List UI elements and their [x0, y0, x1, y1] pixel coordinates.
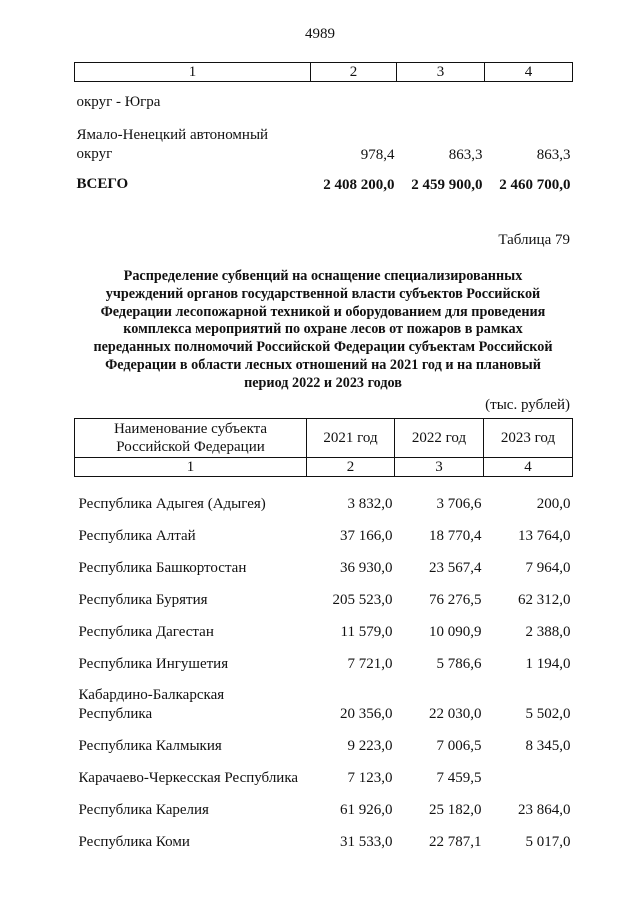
value-2023: 8 345,0 [525, 737, 571, 754]
region-name: округ - Югра [76, 93, 161, 110]
value-2023: 23 864,0 [518, 801, 571, 818]
total-label: ВСЕГО [76, 175, 129, 192]
table-row [75, 724, 573, 756]
value-2023: 5 502,0 [525, 705, 571, 722]
region-name [75, 756, 307, 788]
total-row [75, 164, 573, 194]
value-2022: 25 182,0 [429, 801, 482, 818]
table-row [75, 674, 573, 724]
value-2021: 61 926,0 [340, 801, 393, 818]
value-2022 [397, 82, 485, 112]
region-name [75, 578, 307, 610]
table-row [75, 514, 573, 546]
col-number-1: 1 [75, 63, 311, 82]
value-2022: 10 090,9 [429, 623, 482, 640]
title-line: комплекса мероприятий по охране лесов от пожаров в рамках [123, 321, 523, 338]
header-2021: 2021 год [307, 419, 395, 458]
units-label: (тыс. рублей) [485, 397, 570, 413]
region-name-line1: Ямало-Ненецкий автономный [76, 126, 269, 143]
header-row [75, 419, 573, 458]
value-2021 [311, 82, 397, 112]
region-name-line1: Республика Адыгея (Адыгея) [78, 495, 266, 512]
region-name-line1: Республика Дагестан [78, 623, 214, 640]
region-name [75, 820, 307, 852]
title-line: переданных полномочий Российской Федерации субъектам Российской [93, 339, 553, 356]
region-name [75, 514, 307, 546]
region-name [75, 112, 311, 164]
region-name-line1: Карачаево-Черкесская Республика [78, 769, 299, 786]
table-row [75, 477, 573, 514]
value-2022: 23 567,4 [429, 559, 482, 576]
total-2023: 2 460 700,0 [499, 176, 571, 193]
table-row [75, 756, 573, 788]
value-2021: 11 579,0 [340, 623, 393, 640]
region-name-line1: Республика Ингушетия [78, 655, 229, 672]
title-line: Распределение субвенций на оснащение специализированных [123, 268, 523, 284]
region-name-line1: Республика Коми [78, 833, 190, 850]
col-number-3: 3 [397, 63, 485, 82]
value-2023: 863,3 [536, 146, 571, 163]
region-name [75, 724, 307, 756]
value-2021: 205 523,0 [332, 591, 393, 608]
title-line: учреждений органов государственной власти субъектов Российской [105, 285, 541, 302]
table-row [75, 610, 573, 642]
title-line: Федерации в области лесных отношений на 2021 год и на плановый [105, 356, 541, 373]
page-number: 4989 [305, 26, 335, 42]
value-2021: 3 832,0 [347, 495, 393, 512]
region-name-line1: Республика Башкортостан [78, 559, 247, 576]
region-name [75, 788, 307, 820]
region-name [75, 546, 307, 578]
col-number-1: 1 [75, 458, 307, 477]
col-number-4: 4 [485, 63, 573, 82]
value-2021: 37 166,0 [340, 527, 393, 544]
table-title [74, 268, 572, 393]
value-2023 [485, 82, 573, 112]
col-number-3: 3 [395, 458, 484, 477]
value-2021: 9 223,0 [347, 737, 393, 754]
value-2023 [484, 756, 573, 788]
region-name [75, 610, 307, 642]
value-2021: 978,4 [360, 146, 395, 163]
region-name-line1: Республика Алтай [78, 527, 196, 544]
table-row [75, 112, 573, 164]
col-number-2: 2 [311, 63, 397, 82]
value-2023: 5 017,0 [525, 833, 571, 850]
subsidy-table [74, 418, 573, 852]
region-name-line1: Кабардино-Балкарская [78, 686, 225, 703]
header-2022: 2022 год [395, 419, 484, 458]
region-name-line1: Республика Калмыкия [78, 737, 222, 754]
col-number-2: 2 [307, 458, 395, 477]
value-2023: 1 194,0 [525, 655, 571, 672]
value-2021: 20 356,0 [340, 705, 393, 722]
title-line: период 2022 и 2023 годов [244, 374, 402, 391]
table-row [75, 578, 573, 610]
region-name-line1: Республика Бурятия [78, 591, 208, 608]
value-2021: 36 930,0 [340, 559, 393, 576]
table-row [75, 82, 573, 112]
table-number: Таблица 79 [498, 232, 570, 248]
value-2022: 7 006,5 [436, 737, 482, 754]
value-2023: 200,0 [536, 495, 571, 512]
value-2023: 62 312,0 [518, 591, 571, 608]
value-2022: 22 030,0 [429, 705, 482, 722]
table-row [75, 820, 573, 852]
table-row [75, 788, 573, 820]
col-number-4: 4 [484, 458, 573, 477]
value-2022: 22 787,1 [429, 833, 482, 850]
value-2022: 7 459,5 [436, 769, 482, 786]
value-2021: 7 123,0 [347, 769, 393, 786]
value-2022: 76 276,5 [429, 591, 482, 608]
value-2023: 7 964,0 [525, 559, 571, 576]
value-2023: 2 388,0 [525, 623, 571, 640]
table-row [75, 546, 573, 578]
value-2022: 18 770,4 [429, 527, 482, 544]
continuation-table [74, 62, 573, 194]
total-2022: 2 459 900,0 [411, 176, 483, 193]
region-name-line2: Республика [78, 705, 153, 722]
header-region-name: Наименование субъекта Российской Федерации [75, 419, 307, 458]
value-2021: 7 721,0 [347, 655, 393, 672]
value-2021: 31 533,0 [340, 833, 393, 850]
region-name-line2: округ [76, 145, 113, 162]
region-name [75, 642, 307, 674]
region-name-line1: Республика Карелия [78, 801, 209, 818]
column-number-row [75, 458, 573, 477]
value-2022: 3 706,6 [436, 495, 482, 512]
value-2023: 13 764,0 [518, 527, 571, 544]
column-number-row [75, 63, 573, 82]
region-name [75, 674, 307, 724]
region-name [75, 477, 307, 514]
table-row [75, 642, 573, 674]
title-line: Федерации лесопожарной техникой и оборудованием для проведения [100, 303, 546, 320]
value-2022: 863,3 [448, 146, 483, 163]
header-2023: 2023 год [484, 419, 573, 458]
total-2021: 2 408 200,0 [323, 176, 395, 193]
value-2022: 5 786,6 [436, 655, 482, 672]
